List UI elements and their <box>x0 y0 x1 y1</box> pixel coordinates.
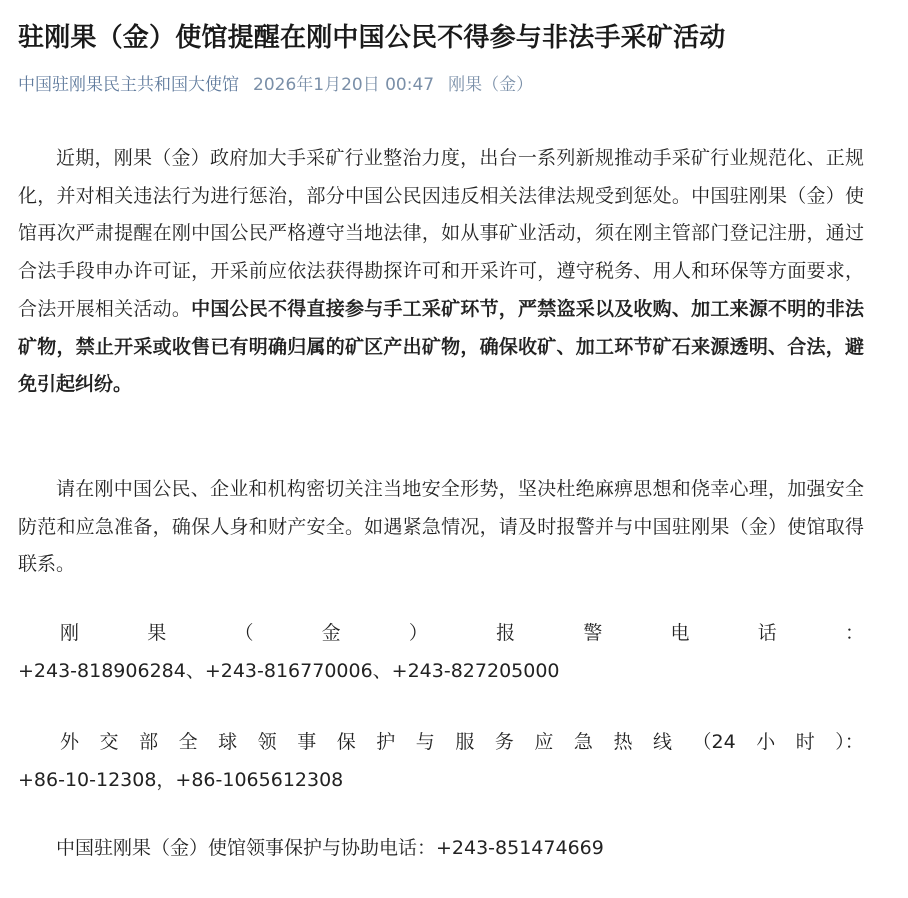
label-char: 与 <box>415 731 435 753</box>
label-char: 交 <box>99 731 119 753</box>
label-char: （24 <box>692 731 736 753</box>
publish-datetime: 2026年1月20日 00:47 <box>253 75 435 95</box>
label-char: 急 <box>573 731 593 753</box>
label-char: 部 <box>139 731 159 753</box>
label-char: 果 <box>147 622 167 644</box>
label-char: ： <box>844 622 864 644</box>
paragraph-regulation-bold-text: 中国公民不得直接参与手工采矿环节，严禁盗采以及收购、加工来源不明的非法矿物，禁止开采或收售已有明确归属的矿区产出矿物，确保收矿、加工环节矿石来源透明、合法，避免引起纠纷。 <box>18 297 864 396</box>
label-char: 刚 <box>60 622 80 644</box>
label-char: ） <box>408 622 428 644</box>
label-char: 事 <box>297 731 317 753</box>
embassy-phone: 中国驻刚果（金）使馆领事保护与协助电话：+243-851474669 <box>56 837 604 859</box>
label-char: 务 <box>494 731 514 753</box>
police-phone-numbers: +243-818906284、+243-816770006、+243-827205000 <box>18 659 560 682</box>
paragraph-regulation <box>18 140 864 404</box>
hotline-numbers: +86-10-12308，+86-1065612308 <box>18 768 344 791</box>
publish-location: 刚果（金） <box>448 75 534 95</box>
label-char: 金 <box>321 622 341 644</box>
label-char: 报 <box>496 622 516 644</box>
paragraph-safety: 请在刚中国公民、企业和机构密切关注当地安全形势，坚决杜绝麻痹思想和侥幸心理，加强安全防范和应急准备，确保人身和财产安全。如遇紧急情况，请及时报警并与中国驻刚果（金）使馆取得联系。 <box>18 478 864 576</box>
hotline-label <box>18 724 864 762</box>
label-char: 警 <box>583 622 603 644</box>
paragraph-regulation-text: 近期，刚果（金）政府加大手采矿行业整治力度，出台一系列新规推动手采矿行业规范化、正规化，并对相关违法行为进行惩治，部分中国公民因违反相关法律法规受到惩处。中国驻刚果（金）使馆再次严肃提醒在刚中国公民严格遵守当地法律，如从事矿业活动，须在刚主管部门登记注册，通过合法手段申办许可证，开采前应依法获得勘探许可和开采许可，遵守税务、用人和环保等方面要求，合法开展相关活动。 <box>18 147 864 320</box>
hotline-block <box>18 724 864 799</box>
label-char: 小 <box>756 731 776 753</box>
label-char: 全 <box>178 731 198 753</box>
label-char: 保 <box>336 731 356 753</box>
label-char: 话 <box>757 622 777 644</box>
label-char: 热 <box>613 731 633 753</box>
label-char: （ <box>234 622 254 644</box>
label-char: 时 <box>795 731 815 753</box>
label-char: 应 <box>534 731 554 753</box>
police-phone-block <box>18 615 864 690</box>
label-char: 服 <box>455 731 475 753</box>
label-char: 外 <box>60 731 80 753</box>
article-title: 驻刚果（金）使馆提醒在刚中国公民不得参与非法手采矿活动 <box>18 23 726 53</box>
label-char: 领 <box>257 731 277 753</box>
source-link[interactable]: 中国驻刚果民主共和国大使馆 <box>18 75 239 95</box>
label-char: 护 <box>376 731 396 753</box>
label-char: 线 <box>652 731 672 753</box>
article-meta <box>18 72 533 98</box>
label-char: ）： <box>835 731 864 753</box>
label-char: 球 <box>218 731 238 753</box>
label-char: 电 <box>670 622 690 644</box>
police-phone-label <box>18 615 864 653</box>
